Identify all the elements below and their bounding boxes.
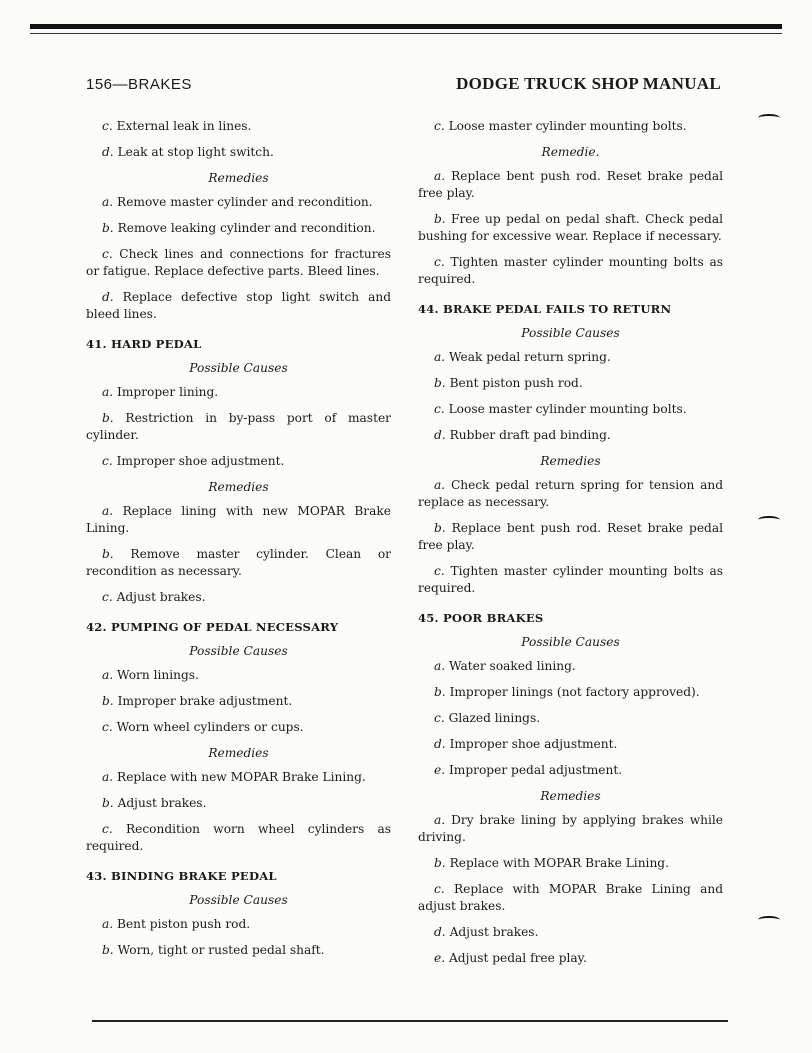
section-heading: 41. HARD PEDAL (86, 337, 202, 351)
list-item (418, 855, 723, 872)
item-text: Check lines and connections for fractures or fatigue. Replace defective parts. Bleed lines. (86, 247, 392, 278)
item-text: Replace defective stop light switch and bleed lines. (86, 290, 392, 321)
item-letter: c. (434, 711, 445, 725)
item-letter: c. (434, 255, 445, 269)
list-item (86, 942, 391, 959)
item-text: Leak at stop light switch. (117, 145, 274, 159)
item-text: Recondition worn wheel cylinders as required. (86, 822, 392, 853)
item-letter: a. (102, 917, 114, 931)
item-letter: c. (102, 119, 113, 133)
list-item (418, 349, 723, 366)
item-text: Replace bent push rod. Reset brake pedal free play. (418, 521, 723, 552)
item-text: Weak pedal return spring. (449, 350, 611, 364)
subheading: Remedies (540, 454, 601, 468)
item-text: Replace with new MOPAR Brake Lining. (117, 770, 366, 784)
list-item (86, 693, 391, 710)
bottom-rule (92, 1020, 728, 1022)
section-heading: 45. POOR BRAKES (418, 611, 544, 625)
item-letter: c. (102, 247, 113, 261)
item-text: Improper shoe adjustment. (116, 454, 285, 468)
list-item (418, 118, 723, 135)
item-letter: a. (434, 659, 446, 673)
subheading: Remedies (208, 171, 269, 185)
item-text: Glazed linings. (448, 711, 541, 725)
item-letter: d. (102, 290, 114, 304)
margin-mark (758, 516, 780, 524)
list-item (418, 427, 723, 444)
item-text: Worn, tight or rusted pedal shaft. (117, 943, 325, 957)
list-item (86, 246, 391, 280)
list-item (418, 924, 723, 941)
margin-mark (758, 114, 780, 122)
item-text: Adjust pedal free play. (448, 951, 587, 965)
item-letter: a. (102, 504, 114, 518)
subheading: Possible Causes (189, 361, 288, 375)
item-letter: a. (434, 478, 446, 492)
list-item (86, 453, 391, 470)
item-text: Bent piston push rod. (117, 917, 251, 931)
list-item (86, 144, 391, 161)
item-text: Remove master cylinder. Clean or recondition as necessary. (86, 547, 392, 578)
item-letter: c. (434, 564, 445, 578)
item-letter: a. (102, 195, 114, 209)
list-item (418, 375, 723, 392)
subheading: Possible Causes (189, 644, 288, 658)
list-item (418, 710, 723, 727)
list-item (86, 916, 391, 933)
item-text: Replace bent push rod. Reset brake pedal free play. (418, 169, 723, 200)
item-text: Remove master cylinder and recondition. (117, 195, 373, 209)
item-text: Replace with MOPAR Brake Lining and adjust brakes. (418, 882, 724, 913)
top-rule-thin (30, 33, 782, 34)
list-item (418, 950, 723, 967)
item-letter: e. (434, 763, 446, 777)
item-text: Improper brake adjustment. (117, 694, 293, 708)
item-text: Restriction in by-pass port of master cylinder. (86, 411, 392, 442)
item-text: Replace with MOPAR Brake Lining. (449, 856, 669, 870)
list-item (86, 194, 391, 211)
item-text: Replace lining with new MOPAR Brake Lining. (86, 504, 391, 535)
item-text: Check pedal return spring for tension and replace as necessary. (418, 478, 724, 509)
list-item (86, 589, 391, 606)
item-text: Free up pedal on pedal shaft. Check pedal bushing for excessive wear. Replace if necessary. (418, 212, 723, 243)
item-letter: b. (102, 547, 114, 561)
subheading: Possible Causes (189, 893, 288, 907)
list-item (418, 477, 723, 511)
item-text: Remove leaking cylinder and recondition. (117, 221, 376, 235)
section-heading: 44. BRAKE PEDAL FAILS TO RETURN (418, 302, 672, 316)
item-letter: b. (102, 694, 114, 708)
list-item (418, 563, 723, 597)
item-letter: c. (434, 402, 445, 416)
item-text: Water soaked lining. (449, 659, 576, 673)
left-column (86, 118, 391, 968)
item-letter: b. (434, 685, 446, 699)
item-letter: e. (434, 951, 446, 965)
subheading: Remedies (208, 480, 269, 494)
right-column (418, 118, 723, 976)
top-rule (30, 24, 782, 29)
item-letter: b. (434, 212, 446, 226)
list-item (86, 795, 391, 812)
item-text: External leak in lines. (116, 119, 252, 133)
item-letter: d. (434, 737, 446, 751)
item-text: Rubber draft pad binding. (449, 428, 611, 442)
list-item (418, 762, 723, 779)
item-text: Loose master cylinder mounting bolts. (448, 119, 687, 133)
item-text: Tighten master cylinder mounting bolts as required. (418, 255, 724, 286)
item-letter: b. (102, 796, 114, 810)
list-item (418, 211, 723, 245)
item-letter: c. (102, 822, 113, 836)
section-heading: 43. BINDING BRAKE PEDAL (86, 869, 277, 883)
item-letter: a. (434, 350, 446, 364)
list-item (86, 769, 391, 786)
item-text: Bent piston push rod. (449, 376, 583, 390)
subheading: Remedies (208, 746, 269, 760)
item-letter: b. (434, 856, 446, 870)
item-text: Improper lining. (117, 385, 219, 399)
list-item (86, 220, 391, 237)
list-item (418, 812, 723, 846)
list-item (418, 520, 723, 554)
item-letter: c. (102, 454, 113, 468)
list-item (418, 254, 723, 288)
subheading: Remedies (540, 789, 601, 803)
item-letter: b. (434, 376, 446, 390)
item-letter: b. (434, 521, 446, 535)
item-text: Improper linings (not factory approved). (449, 685, 700, 699)
manual-title: DODGE TRUCK SHOP MANUAL (456, 74, 721, 93)
item-letter: c. (434, 119, 445, 133)
list-item (86, 503, 391, 537)
list-item (418, 684, 723, 701)
item-text: Improper pedal adjustment. (448, 763, 623, 777)
item-letter: c. (102, 720, 113, 734)
list-item (86, 410, 391, 444)
subheading: Remedie. (541, 145, 600, 159)
item-text: Adjust brakes. (449, 925, 539, 939)
item-letter: b. (102, 221, 114, 235)
list-item (86, 289, 391, 323)
list-item (86, 667, 391, 684)
item-letter: d. (434, 428, 446, 442)
item-letter: a. (102, 385, 114, 399)
item-text: Tighten master cylinder mounting bolts as required. (418, 564, 724, 595)
item-text: Loose master cylinder mounting bolts. (448, 402, 687, 416)
item-letter: a. (434, 813, 446, 827)
list-item (418, 736, 723, 753)
item-letter: d. (102, 145, 114, 159)
item-text: Worn wheel cylinders or cups. (116, 720, 304, 734)
list-item (86, 118, 391, 135)
item-text: Adjust brakes. (116, 590, 206, 604)
item-text: Improper shoe adjustment. (449, 737, 618, 751)
list-item (418, 168, 723, 202)
item-letter: a. (102, 668, 114, 682)
subheading: Possible Causes (521, 326, 620, 340)
list-item (86, 546, 391, 580)
item-letter: a. (434, 169, 446, 183)
list-item (418, 881, 723, 915)
item-text: Dry brake lining by applying brakes while driving. (418, 813, 723, 844)
page-number-section: 156—BRAKES (86, 76, 192, 93)
item-text: Adjust brakes. (117, 796, 207, 810)
item-letter: a. (102, 770, 114, 784)
item-letter: d. (434, 925, 446, 939)
item-letter: b. (102, 411, 114, 425)
item-letter: b. (102, 943, 114, 957)
item-text: Worn linings. (117, 668, 199, 682)
list-item (86, 821, 391, 855)
margin-mark (758, 916, 780, 924)
list-item (418, 658, 723, 675)
item-letter: c. (102, 590, 113, 604)
list-item (86, 719, 391, 736)
section-heading: 42. PUMPING OF PEDAL NECESSARY (86, 620, 339, 634)
subheading: Possible Causes (521, 635, 620, 649)
list-item (86, 384, 391, 401)
item-letter: c. (434, 882, 445, 896)
list-item (418, 401, 723, 418)
